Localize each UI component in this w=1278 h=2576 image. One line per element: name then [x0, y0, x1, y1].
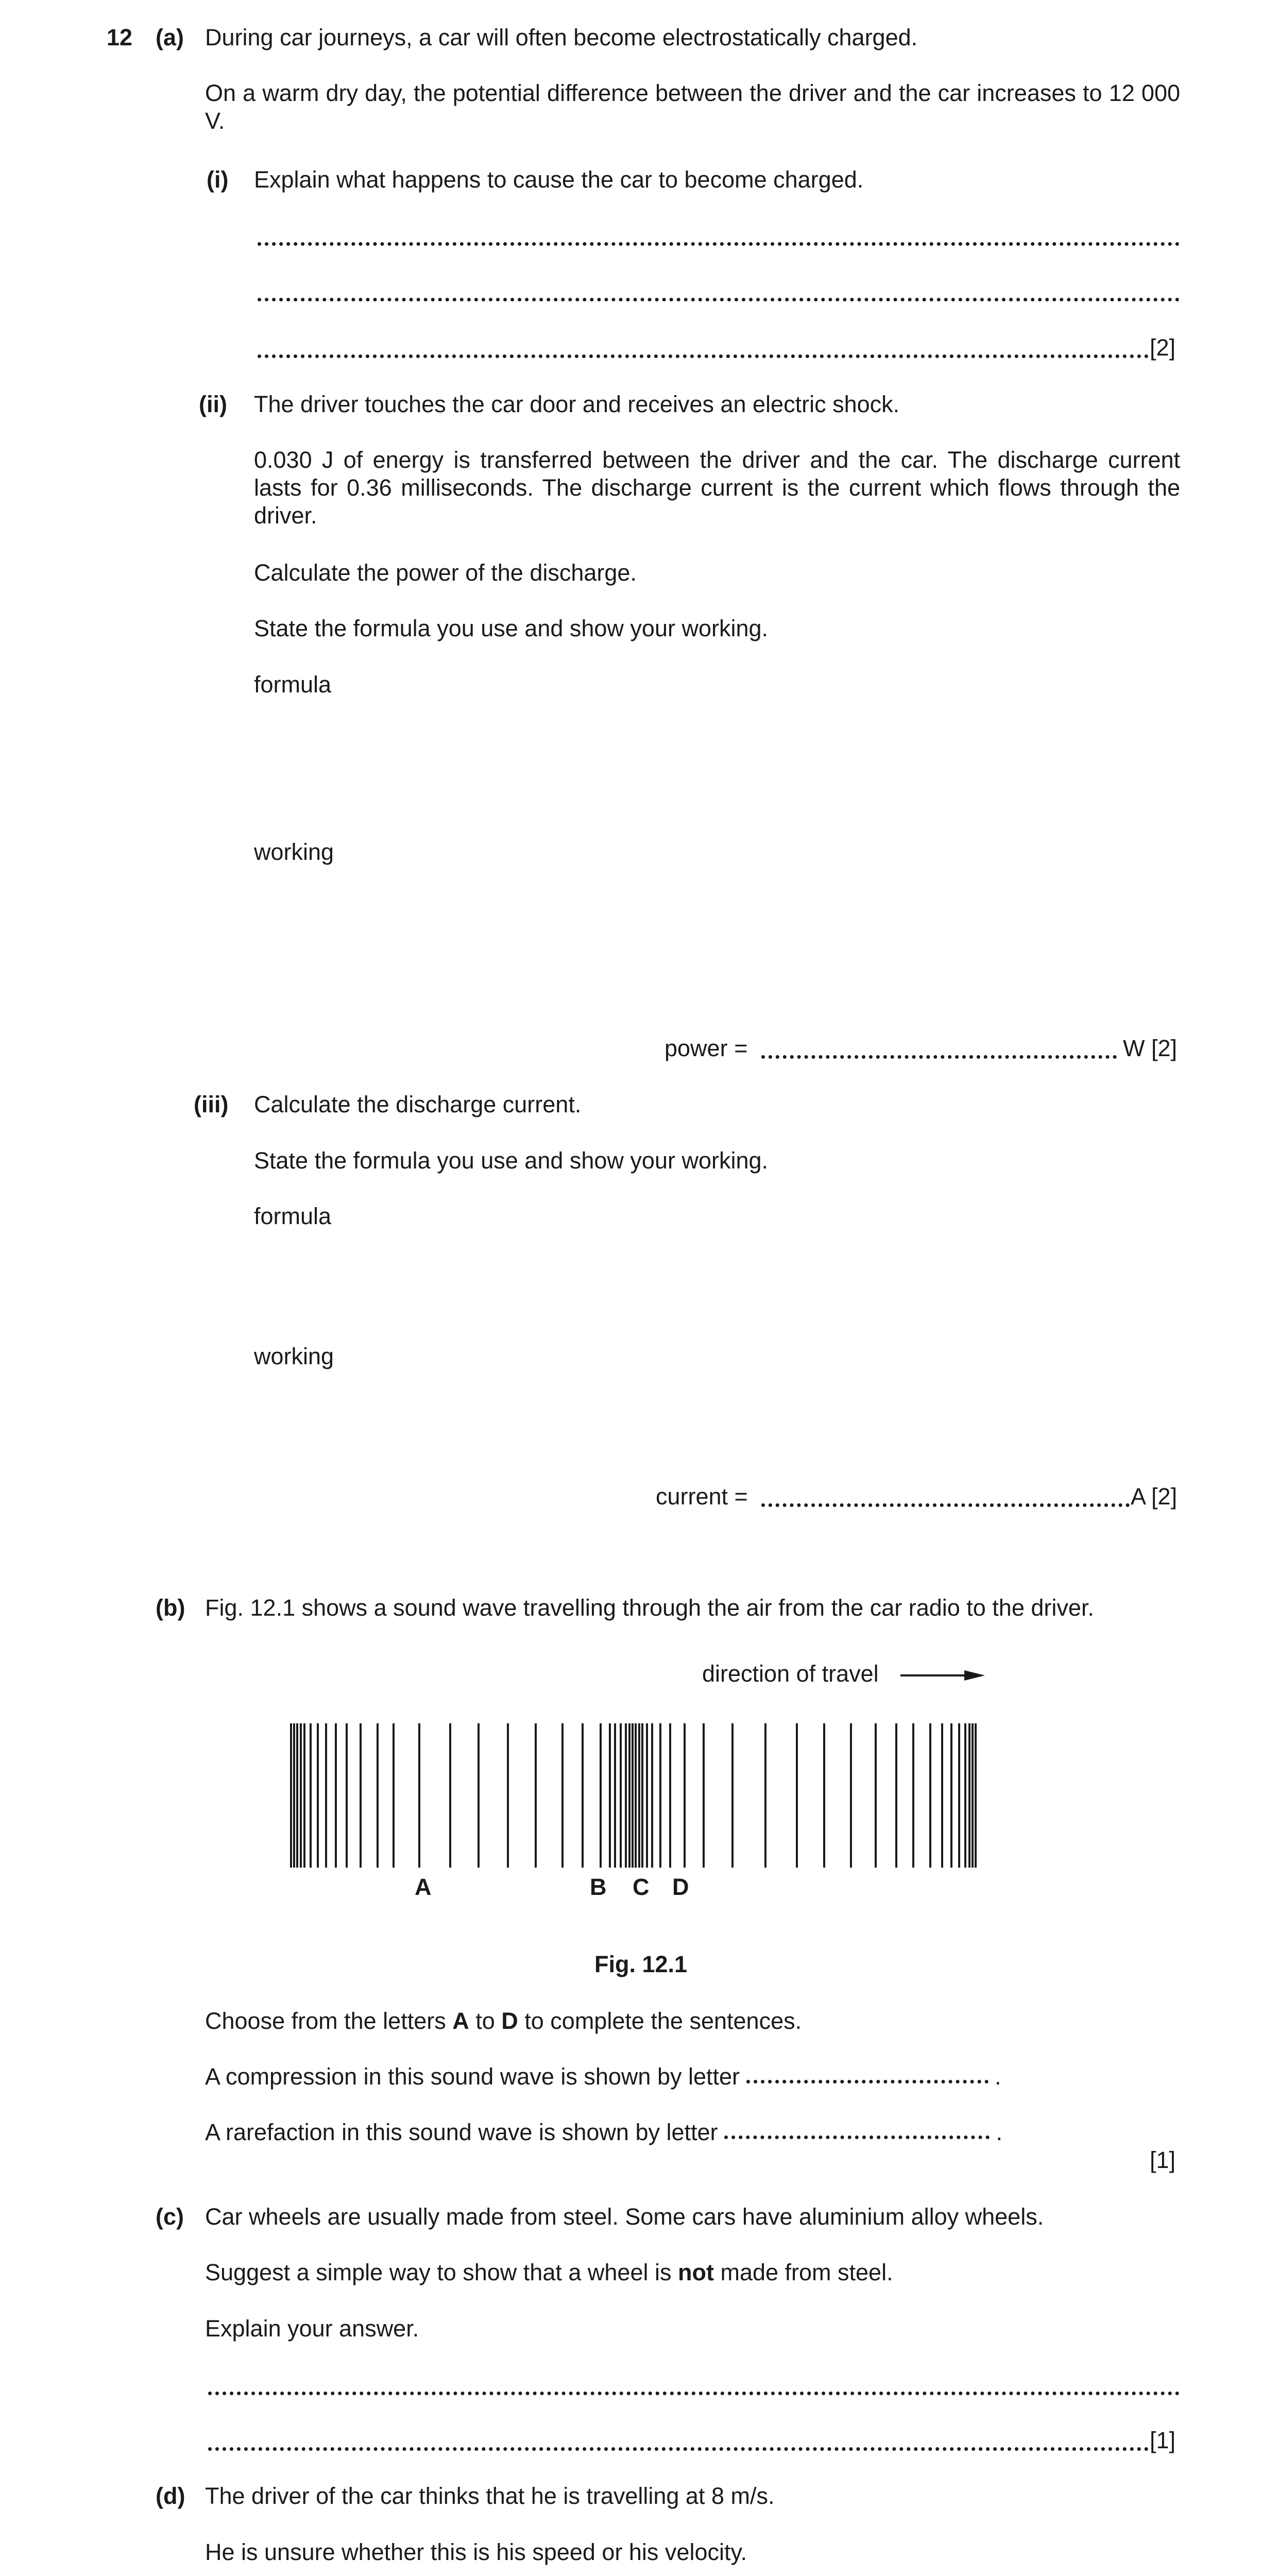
part-a-ii-text: The driver touches the car door and receives an electric shock. [254, 391, 900, 417]
fig-caption: Fig. 12.1 [594, 1951, 688, 1977]
part-a-iii-instruction: State the formula you use and show your working. [254, 1147, 769, 1174]
answer-line-c-2[interactable] [208, 2447, 1149, 2451]
part-a-ii-task: Calculate the power of the discharge. [254, 560, 637, 586]
part-a-label: (a) [156, 24, 184, 50]
choose-instruction: Choose from the letters A to D to complete the sentences. [205, 2008, 802, 2034]
part-c-explain: Explain your answer. [205, 2315, 419, 2342]
part-a-iii-task: Calculate the discharge current. [254, 1091, 582, 1117]
part-a-context: On a warm dry day, the potential difference between the driver and the car increases to 12 000 V. [205, 80, 1180, 134]
part-a-i-label: (i) [207, 166, 229, 193]
part-c-suggest: Suggest a simple way to show that a wheel is not made from steel. [205, 2259, 893, 2285]
sound-wave-diagram [0, 1718, 1278, 1873]
rarefaction-answer-line[interactable] [724, 2136, 990, 2139]
direction-of-travel-label: direction of travel [702, 1660, 879, 1687]
question-number: 12 [107, 24, 133, 50]
part-a-i-text: Explain what happens to cause the car to become charged. [254, 166, 864, 193]
compression-sentence: A compression in this sound wave is shown by letter . [205, 2063, 1001, 2090]
wave-label-b: B [590, 1874, 607, 1900]
direction-arrow-icon [896, 1660, 989, 1688]
wave-label-c: C [633, 1874, 650, 1900]
part-a-ii-label: (ii) [199, 391, 227, 417]
current-answer-line[interactable] [761, 1503, 1130, 1507]
part-d-label: (d) [156, 2483, 185, 2509]
part-d-unsure: He is unsure whether this is his speed or his velocity. [205, 2539, 747, 2565]
compression-answer-line[interactable] [746, 2080, 989, 2083]
part-a-iii-label: (iii) [194, 1091, 229, 1117]
power-answer-line[interactable] [761, 1055, 1117, 1059]
part-a-intro: During car journeys, a car will often become electrostatically charged. [205, 24, 918, 50]
part-a-ii-formula-label: formula [254, 671, 332, 698]
rarefaction-sentence: A rarefaction in this sound wave is shown by letter . [205, 2119, 1003, 2145]
current-answer-unit: A [2] [1131, 1483, 1178, 1510]
part-a-ii-instruction: State the formula you use and show your working. [254, 615, 769, 641]
wave-label-d: D [672, 1874, 689, 1900]
part-a-iii-formula-label: formula [254, 1203, 332, 1229]
power-answer-label: power = [664, 1035, 748, 1061]
marks-a-i: [2] [1150, 334, 1176, 361]
part-c-text: Car wheels are usually made from steel. Some cars have aluminium alloy wheels. [205, 2204, 1044, 2230]
marks-c: [1] [1150, 2427, 1176, 2453]
part-a-ii-info: 0.030 J of energy is transferred between the driver and the car. The discharge current lasts for 0.36 milliseconds. The discharge current is the current which flows through the driver. [254, 447, 1180, 529]
part-c-label: (c) [156, 2204, 184, 2230]
part-a-ii-working-label: working [254, 839, 334, 865]
answer-line-a-i-3[interactable] [258, 354, 1149, 358]
power-answer-unit: W [2] [1123, 1035, 1178, 1061]
answer-line-a-i-1[interactable] [258, 242, 1180, 246]
part-d-text: The driver of the car thinks that he is travelling at 8 m/s. [205, 2483, 775, 2509]
marks-b: [1] [1150, 2147, 1176, 2173]
part-b-label: (b) [156, 1595, 185, 1621]
answer-line-c-1[interactable] [208, 2392, 1180, 2395]
current-answer-label: current = [656, 1483, 748, 1510]
part-a-iii-working-label: working [254, 1343, 334, 1369]
answer-line-a-i-2[interactable] [258, 298, 1180, 301]
part-b-intro: Fig. 12.1 shows a sound wave travelling through the air from the car radio to the driver. [205, 1595, 1094, 1621]
wave-label-a: A [415, 1874, 432, 1900]
